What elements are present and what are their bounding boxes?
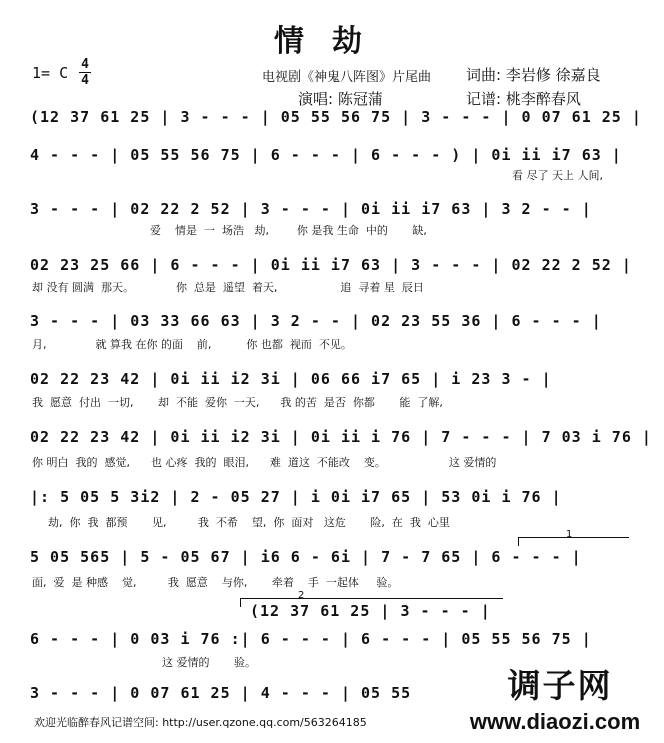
score-line: 02 22 23 42 | 0i ii i2 3i | 06 66 i7 65 | i 23 3 - | bbox=[30, 370, 552, 388]
credit-notation: 记谱: 桃李醉春风 bbox=[466, 90, 581, 108]
score-line: 02 23 25 66 | 6 - - - | 0i ii i7 63 | 3 - - - | 02 22 2 52 | bbox=[30, 256, 632, 274]
song-title: 情劫 bbox=[274, 24, 390, 59]
score-line: |: 5 05 5 3i2 | 2 - 05 27 | i 0i i7 65 | 53 0i i 76 | bbox=[30, 488, 562, 506]
volta-number-2: 2 bbox=[298, 590, 305, 601]
score-line: 6 - - - | 0 03 i 76 :| 6 - - - | 6 - - - | 05 55 56 75 | bbox=[30, 630, 592, 648]
score-line: 3 - - - | 03 33 66 63 | 3 2 - - | 02 23 55 36 | 6 - - - | bbox=[30, 312, 602, 330]
lyric-line: 劫, 你 我 都预 见, 我 不希 望, 你 面对 这危 险, 在 我 心里 bbox=[48, 516, 450, 529]
watermark-site: www.diaozi.com bbox=[469, 709, 641, 734]
lyric-line: 月, 就 算我 在你 的面 前, 你 也都 视而 不见。 bbox=[32, 338, 352, 351]
subtitle: 电视剧《神鬼八阵图》片尾曲 bbox=[262, 70, 432, 85]
volta-2-score: (12 37 61 25 | 3 - - - | bbox=[250, 602, 491, 620]
volta-number-1: 1 bbox=[566, 529, 573, 540]
watermark-brand: 调子网 bbox=[507, 666, 613, 705]
score-line: 3 - - - | 0 07 61 25 | 4 - - - | 05 55 bbox=[30, 684, 412, 702]
volta-bracket-1 bbox=[518, 537, 629, 546]
time-signature bbox=[78, 58, 92, 87]
score-line: 02 22 23 42 | 0i ii i2 3i | 0i ii i 76 | 7 - - - | 7 03 i 76 | bbox=[30, 428, 652, 446]
lyric-line: 面, 爱 是 种感 觉, 我 愿意 与你, 牵着 手 一起体 验。 bbox=[32, 576, 399, 589]
lyric-line: 却 没有 圆满 那天。 你 总是 遥望 着天, 追 寻着 星 辰日 bbox=[32, 281, 424, 294]
score-line: 5 05 565 | 5 - 05 67 | i6 6 - 6i | 7 - 7 65 | 6 - - - | bbox=[30, 548, 582, 566]
lyric-line: 你 明白 我的 感觉, 也 心疼 我的 眼泪, 难 道这 不能改 变。 这 爱情的 bbox=[32, 456, 497, 469]
lyric-line: 我 愿意 付出 一切, 却 不能 爱你 一天, 我 的苦 是否 你都 能 了解, bbox=[32, 396, 443, 409]
score-line: 4 - - - | 05 55 56 75 | 6 - - - | 6 - - - ) | 0i ii i7 63 | bbox=[30, 146, 622, 164]
score-line: (12 37 61 25 | 3 - - - | 05 55 56 75 | 3 - - - | 0 07 61 25 | bbox=[30, 108, 642, 126]
credit-singer: 演唱: 陈冠蒲 bbox=[298, 90, 383, 108]
meter-bottom: 4 bbox=[81, 73, 89, 88]
meter-top: 4 bbox=[81, 57, 89, 72]
lyric-line: 爱 情是 一 场浩 劫, 你 是我 生命 中的 缺, bbox=[150, 224, 427, 237]
score-line: 3 - - - | 02 22 2 52 | 3 - - - | 0i ii i7 63 | 3 2 - - | bbox=[30, 200, 592, 218]
credit-lyrics-music: 词曲: 李岩修 徐嘉良 bbox=[466, 66, 601, 84]
lyric-line: 这 爱情的 验。 bbox=[162, 656, 256, 669]
lyric-line: 看 尽了 天上 人间, bbox=[512, 169, 603, 182]
footer-note: 欢迎光临醉春风记谱空间: http://user.qzone.qq.com/563264185 bbox=[34, 716, 367, 729]
key-signature: 1= C bbox=[32, 64, 69, 82]
